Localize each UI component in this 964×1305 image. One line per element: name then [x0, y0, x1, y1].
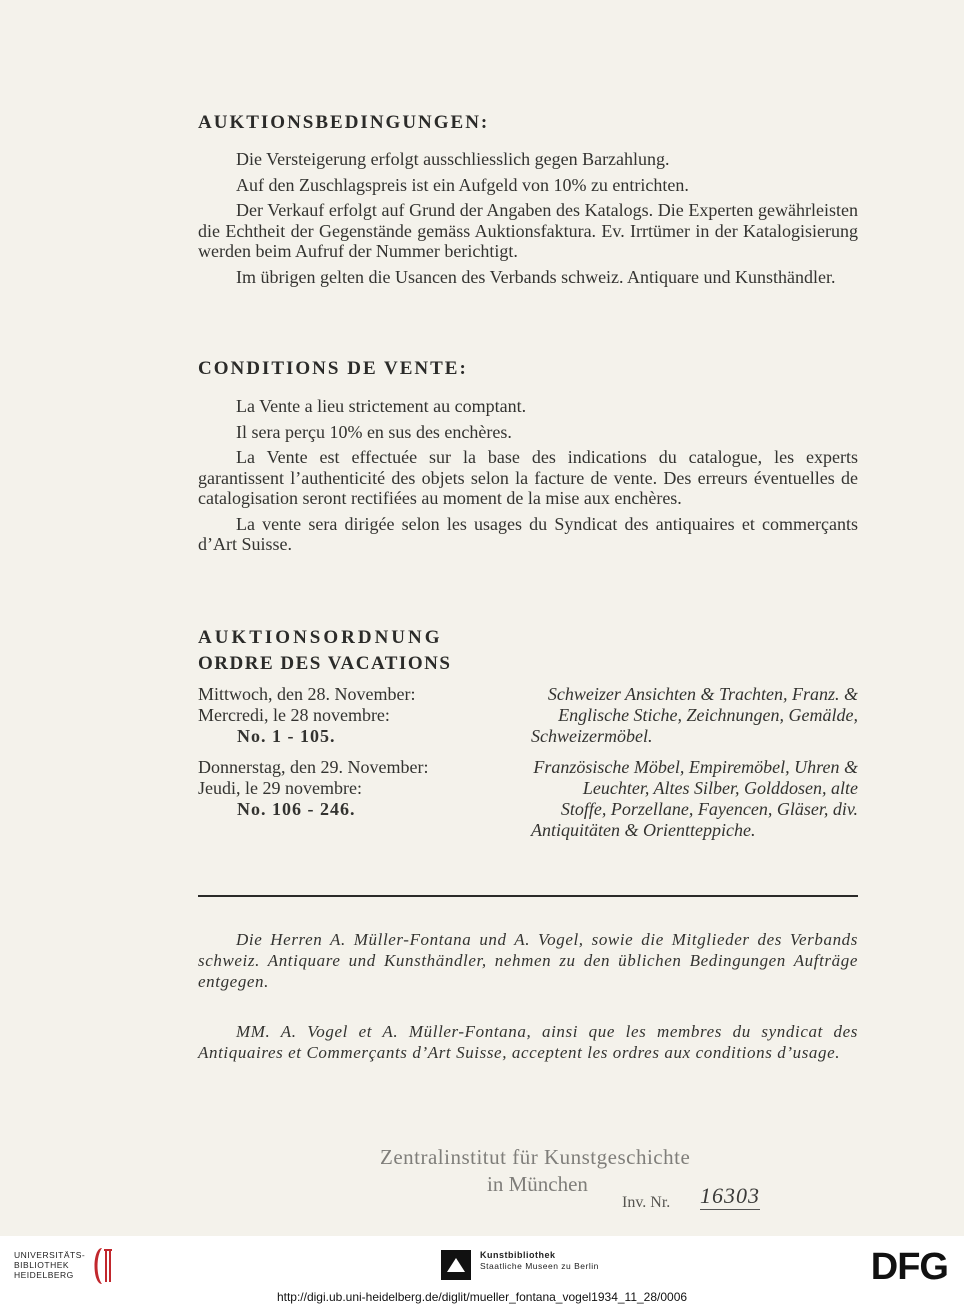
dfg-logo: DFG [870, 1246, 948, 1288]
day1-fr: Mercredi, le 28 novembre: [198, 705, 390, 725]
uni-line: BIBLIOTHEK [14, 1260, 70, 1270]
day1-de: Mittwoch, den 28. November: [198, 684, 416, 704]
paragraph: Il sera perçu 10% en sus des enchères. [236, 421, 512, 442]
note-paragraph: MM. A. Vogel et A. Müller-Fontana, ainsi que les membres du syndicat des Antiquaires et Commerçants d’Art Suisse, acceptent les ordres aux conditions d’usage. [198, 1022, 858, 1062]
day2-line: Stoffe, Porzellane, Fayencen, Gläser, div. [560, 799, 858, 819]
note-paragraph: Die Herren A. Müller-Fontana und A. Vogel, sowie die Mitglieder des Verbands schweiz. Antiquare und Kunsthändler, nehmen zu den üblichen Bedingungen Aufträge entgegen. [198, 930, 858, 991]
paragraph: La Vente a lieu strictement au comptant. [236, 396, 527, 416]
day1-line: Schweizermöbel. [531, 726, 653, 746]
section-conditions [198, 396, 858, 560]
day2-numbers: No. 106 - 246. [237, 799, 356, 819]
day2-line: Antiquitäten & Orientteppiche. [531, 820, 756, 840]
kunstbibliothek-logo-icon [441, 1250, 471, 1280]
kb-subtitle: Staatliche Museen zu Berlin [480, 1261, 599, 1271]
heading-auktionsordnung: AUKTIONSORDNUNG [198, 627, 443, 648]
heidelberg-logo-icon [88, 1246, 116, 1286]
day1-line: Englische Stiche, Zeichnungen, Gemälde, [558, 705, 858, 725]
note-fr [198, 1021, 858, 1063]
note-de [198, 929, 858, 992]
paragraph: Die Versteigerung erfolgt ausschliesslich gegen Barzahlung. [236, 149, 670, 169]
day2-de: Donnerstag, den 29. November: [198, 757, 429, 777]
day2-line: Leuchter, Altes Silber, Golddosen, alte [582, 778, 858, 798]
uni-line: UNIVERSITÄTS- [14, 1250, 86, 1260]
source-url[interactable]: http://digi.ub.uni-heidelberg.de/diglit/mueller_fontana_vogel1934_11_28/0006 [276, 1290, 688, 1304]
paragraph: La Vente est effectuée sur la base des indications du catalogue, les experts garantissent l’authenticité des objets selon la facture de vente. Des erreurs éventuelles de catalogisation seront rectifiées au moment de la mise aux enchères. [198, 447, 858, 508]
day1-line: Schweizer Ansichten & Trachten, Franz. & [547, 684, 858, 704]
paragraph: La vente sera dirigée selon les usages du Syndicat des antiquaires et commerçants d’Art Suisse. [198, 513, 858, 554]
day2-fr: Jeudi, le 29 novembre: [198, 778, 362, 798]
day2-line: Französische Möbel, Empiremöbel, Uhren & [533, 757, 858, 777]
stamp-line2: in München [487, 1172, 588, 1196]
paragraph: Auf den Zuschlagspreis ist ein Aufgeld von 10% zu entrichten. [236, 174, 689, 195]
divider-rule [198, 895, 858, 897]
heading-conditions-de-vente: CONDITIONS DE VENTE: [198, 358, 468, 379]
paragraph: Im übrigen gelten die Usancen des Verbands schweiz. Antiquare und Kunsthändler. [236, 266, 836, 287]
stamp-inv-label: Inv. Nr. [622, 1194, 671, 1211]
stamp-line1: Zentralinstitut für Kunstgeschichte [380, 1145, 691, 1169]
paragraph: Der Verkauf erfolgt auf Grund der Angaben des Katalogs. Die Experten gewährleisten die Echtheit der Gegenstände gemäss Auktionsfaktura. Ev. Irrtümer in der Katalogisierung werden beim Aufruf der Nummer berichtigt. [198, 200, 858, 261]
section-auktionsbedingungen [198, 149, 858, 292]
heading-ordre-des-vacations: ORDRE DES VACATIONS [198, 653, 452, 674]
heading-auktionsbedingungen: AUKTIONSBEDINGUNGEN: [198, 112, 490, 133]
stamp-inv-number: 16303 [700, 1183, 760, 1208]
uni-line: HEIDELBERG [14, 1270, 74, 1280]
kb-title: Kunstbibliothek [480, 1250, 556, 1260]
day1-numbers: No. 1 - 105. [237, 726, 336, 746]
